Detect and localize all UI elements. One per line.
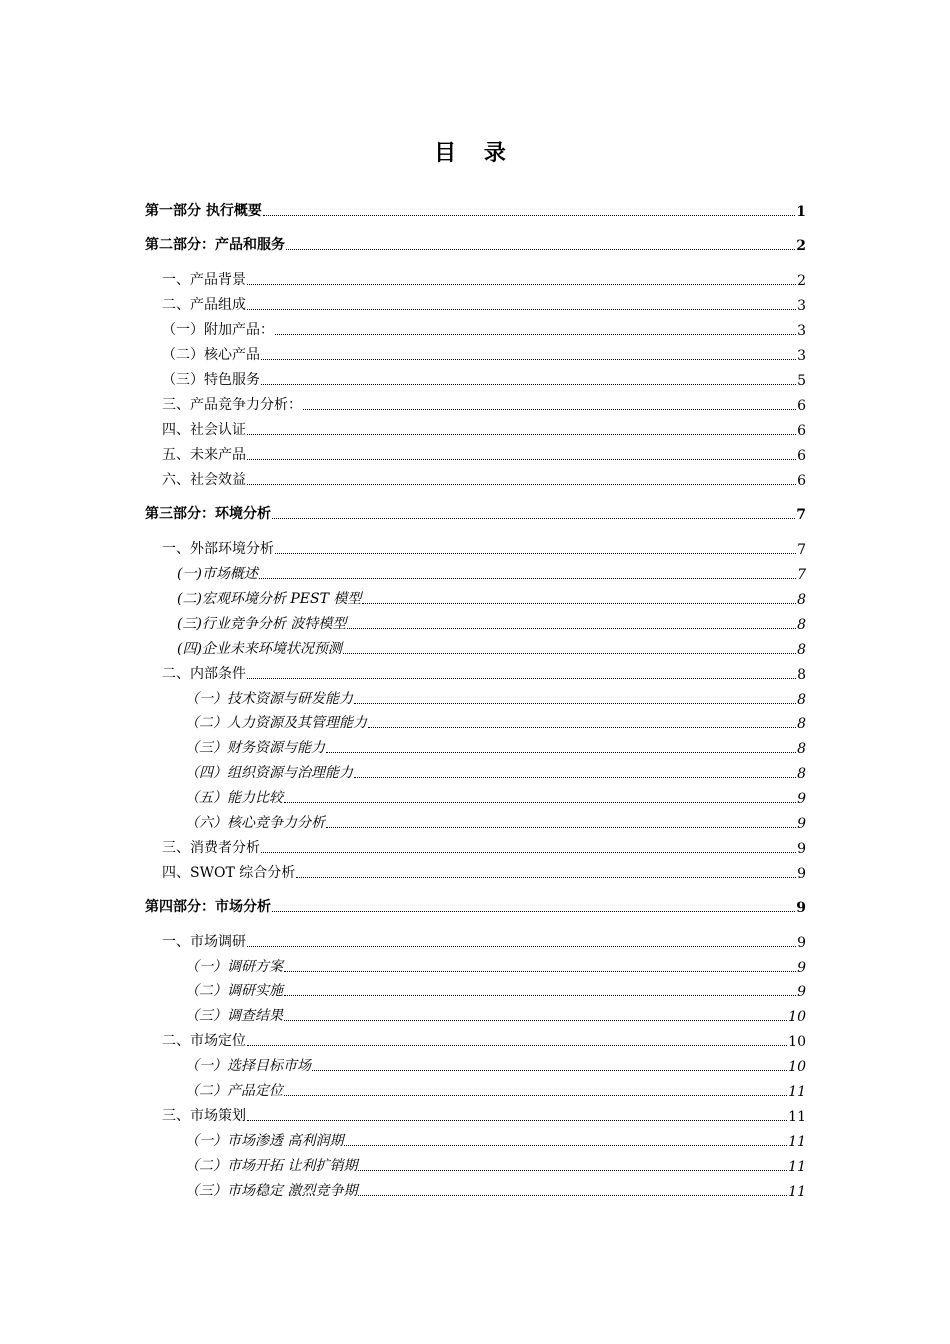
dot-leader <box>247 433 796 435</box>
toc-entry[interactable] <box>145 636 806 658</box>
dot-leader <box>247 1119 787 1121</box>
toc-entry-label: 三、消费者分析 <box>162 840 260 856</box>
toc-entry-page-number: 9 <box>797 841 806 857</box>
toc-entry-page-number: 11 <box>788 1159 806 1175</box>
toc-entry-page-number: 1 <box>796 204 806 220</box>
toc-entry-page-number: 9 <box>797 935 806 951</box>
dot-leader <box>275 552 796 554</box>
dot-leader <box>358 1169 787 1171</box>
dot-leader <box>354 702 796 704</box>
toc-entry-label: 一、外部环境分析 <box>162 541 274 557</box>
dot-leader <box>344 1144 787 1146</box>
dot-leader <box>368 726 796 728</box>
toc-entry[interactable] <box>145 686 806 708</box>
toc-entry[interactable] <box>145 536 806 558</box>
dot-leader <box>362 602 796 604</box>
toc-entry[interactable] <box>145 611 806 633</box>
toc-entry-label: （五）能力比较 <box>185 790 283 806</box>
toc-entry-label: 第二部分：产品和服务 <box>145 237 285 253</box>
dot-leader <box>284 1019 787 1021</box>
toc-entry[interactable] <box>145 894 806 916</box>
toc-entry-page-number: 9 <box>797 791 806 807</box>
toc-entry-page-number: 2 <box>797 273 806 289</box>
toc-entry[interactable] <box>145 367 806 389</box>
dot-leader <box>272 910 795 912</box>
dot-leader <box>284 801 796 803</box>
toc-entry-label: 第四部分：市场分析 <box>145 899 271 915</box>
toc-entry-page-number: 9 <box>797 816 806 832</box>
toc-entry[interactable] <box>145 661 806 683</box>
dot-leader <box>312 1069 787 1071</box>
toc-entry-page-number: 7 <box>797 542 806 558</box>
toc-entry-label: (二)宏观环境分析 PEST 模型 <box>177 591 362 607</box>
toc-entry-page-number: 11 <box>788 1109 806 1125</box>
toc-entry-label: (四)企业未来环境状况预测 <box>177 641 342 657</box>
dot-leader <box>303 408 796 410</box>
toc-entry-label: （二）核心产品 <box>162 347 260 363</box>
toc-entry-label: 五、未来产品 <box>162 447 246 463</box>
toc-entry-label: 二、内部条件 <box>162 666 246 682</box>
toc-entry-page-number: 11 <box>788 1134 806 1150</box>
dot-leader <box>259 577 796 579</box>
toc-entry-label: 三、市场策划 <box>162 1108 246 1124</box>
dot-leader <box>358 1194 787 1196</box>
toc-entry-page-number: 8 <box>797 716 806 732</box>
toc-entry-page-number: 9 <box>797 960 806 976</box>
toc-entry-label: （四）组织资源与治理能力 <box>185 765 353 781</box>
dot-leader <box>275 333 796 335</box>
toc-entry-label: （三）财务资源与能力 <box>185 740 325 756</box>
toc-entry[interactable] <box>145 1153 806 1175</box>
toc-entry[interactable] <box>145 710 806 732</box>
toc-entry[interactable] <box>145 735 806 757</box>
dot-leader <box>261 383 796 385</box>
toc-entry[interactable] <box>145 317 806 339</box>
toc-entry-label: 二、市场定位 <box>162 1033 246 1049</box>
toc-entry[interactable] <box>145 292 806 314</box>
dot-leader <box>284 994 796 996</box>
toc-entry-page-number: 5 <box>797 373 806 389</box>
toc-entry[interactable] <box>145 1028 806 1050</box>
toc-entry-label: （三）市场稳定 激烈竞争期 <box>185 1183 358 1199</box>
toc-entry-page-number: 8 <box>797 592 806 608</box>
toc-entry-label: （三）调查结果 <box>185 1008 283 1024</box>
toc-entry-page-number: 7 <box>797 567 806 583</box>
dot-leader <box>343 652 796 654</box>
toc-entry-label: 第一部分 执行概要 <box>145 203 262 219</box>
toc-entry-page-number: 8 <box>797 642 806 658</box>
toc-entry-page-number: 10 <box>788 1034 806 1050</box>
toc-entry-label: 一、产品背景 <box>162 272 246 288</box>
dot-leader <box>247 458 796 460</box>
toc-title: 目 录 <box>434 140 516 166</box>
toc-entry[interactable] <box>145 810 806 832</box>
toc-entry[interactable] <box>145 1128 806 1150</box>
dot-leader <box>247 283 796 285</box>
toc-entry-page-number: 3 <box>797 298 806 314</box>
toc-entry[interactable] <box>145 586 806 608</box>
dot-leader <box>263 214 795 216</box>
toc-entry-page-number: 2 <box>796 238 806 254</box>
toc-entry-page-number: 7 <box>796 507 806 523</box>
toc-entry-label: 二、产品组成 <box>162 297 246 313</box>
dot-leader <box>284 970 796 972</box>
toc-entry-label: （一）技术资源与研发能力 <box>185 691 353 707</box>
toc-entry[interactable] <box>145 1003 806 1025</box>
toc-entry[interactable] <box>145 929 806 951</box>
toc-entry[interactable] <box>145 785 806 807</box>
toc-entry-page-number: 9 <box>797 984 806 1000</box>
toc-entry-label: 四、SWOT 综合分析 <box>162 865 296 881</box>
toc-entry[interactable] <box>145 392 806 414</box>
toc-entry[interactable] <box>145 954 806 976</box>
toc-entry-page-number: 8 <box>797 766 806 782</box>
toc-entry-label: （一）附加产品： <box>162 322 274 338</box>
dot-leader <box>247 308 796 310</box>
toc-entry-label: 六、社会效益 <box>162 472 246 488</box>
toc-entry-page-number: 6 <box>797 448 806 464</box>
toc-entry-page-number: 9 <box>796 900 806 916</box>
toc-entry-page-number: 3 <box>797 348 806 364</box>
dot-leader <box>261 358 796 360</box>
toc-entry[interactable] <box>145 1078 806 1100</box>
dot-leader <box>247 945 796 947</box>
dot-leader <box>261 851 796 853</box>
toc-entry-page-number: 6 <box>797 473 806 489</box>
dot-leader <box>354 776 796 778</box>
toc-entry[interactable] <box>145 1053 806 1075</box>
toc-entry-page-number: 6 <box>797 398 806 414</box>
toc-entry-label: （三）特色服务 <box>162 372 260 388</box>
dot-leader <box>247 1044 787 1046</box>
toc-entry-label: 四、社会认证 <box>162 422 246 438</box>
toc-entry[interactable] <box>145 760 806 782</box>
toc-entry[interactable] <box>145 835 806 857</box>
toc-entry-page-number: 6 <box>797 423 806 439</box>
dot-leader <box>347 627 796 629</box>
toc-entry-label: 三、产品竞争力分析： <box>162 397 302 413</box>
toc-entry-label: （二）人力资源及其管理能力 <box>185 715 367 731</box>
toc-entry-page-number: 11 <box>788 1184 806 1200</box>
toc-entry-page-number: 10 <box>788 1059 806 1075</box>
toc-entry[interactable] <box>145 978 806 1000</box>
toc-entry-label: 一、市场调研 <box>162 934 246 950</box>
toc-entry-page-number: 11 <box>788 1084 806 1100</box>
toc-entry-page-number: 8 <box>797 741 806 757</box>
toc-entry[interactable] <box>145 501 806 523</box>
dot-leader <box>284 1094 787 1096</box>
toc-entry-label: （六）核心竞争力分析 <box>185 815 325 831</box>
dot-leader <box>272 517 795 519</box>
toc-entry-page-number: 8 <box>797 667 806 683</box>
toc-entry-page-number: 8 <box>797 617 806 633</box>
dot-leader <box>247 677 796 679</box>
toc-entry[interactable] <box>145 442 806 464</box>
toc-entry-label: (一)市场概述 <box>177 566 258 582</box>
dot-leader <box>326 826 796 828</box>
toc-entry-label: (三)行业竞争分析 波特模型 <box>177 616 347 632</box>
toc-entry[interactable] <box>145 198 806 220</box>
toc-entry-label: （一）市场渗透 高利润期 <box>185 1133 344 1149</box>
toc-entry[interactable] <box>145 267 806 289</box>
toc-entry-label: （二）产品定位 <box>185 1083 283 1099</box>
toc-entry-label: 第三部分：环境分析 <box>145 506 271 522</box>
toc-entry[interactable] <box>145 417 806 439</box>
toc-entry-page-number: 8 <box>797 692 806 708</box>
toc-entry-page-number: 10 <box>788 1009 806 1025</box>
dot-leader <box>286 248 795 250</box>
toc-entry[interactable] <box>145 561 806 583</box>
toc-entry-label: （二）调研实施 <box>185 983 283 999</box>
dot-leader <box>296 876 796 878</box>
toc-entry[interactable] <box>145 342 806 364</box>
dot-leader <box>326 751 796 753</box>
toc-entry[interactable] <box>145 1103 806 1125</box>
toc-entry-page-number: 9 <box>797 866 806 882</box>
toc-entry[interactable] <box>145 467 806 489</box>
toc-entry[interactable] <box>145 232 806 254</box>
toc-entry-label: （一）调研方案 <box>185 959 283 975</box>
toc-entry[interactable] <box>145 1178 806 1200</box>
toc-entry-label: （一）选择目标市场 <box>185 1058 311 1074</box>
toc-entry-label: （二）市场开拓 让利扩销期 <box>185 1158 358 1174</box>
toc-entry[interactable] <box>145 860 806 882</box>
toc-entry-page-number: 3 <box>797 323 806 339</box>
dot-leader <box>247 483 796 485</box>
